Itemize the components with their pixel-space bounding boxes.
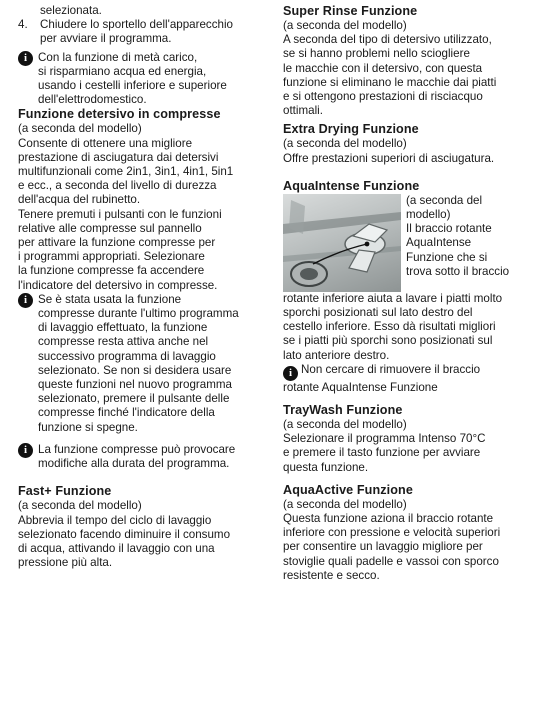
text-line: compresse resta attiva anche nel	[38, 335, 209, 349]
section-title-aquaintense: AquaIntense Funzione	[283, 178, 420, 193]
text-line: modello)	[406, 208, 451, 222]
text-line: per avviare il programma.	[40, 32, 172, 46]
text-line: di lavaggio effettuato, la funzione	[38, 321, 208, 335]
text-line: e ecc., a seconda del livello di durezza	[18, 179, 217, 193]
text-line: La funzione compresse può provocare	[38, 442, 236, 456]
text-line: Con la funzione di metà carico,	[38, 50, 198, 64]
half-load-note	[18, 51, 268, 108]
text-line: (a seconda del	[406, 193, 483, 207]
section-title-traywash: TrayWash Funzione	[283, 403, 403, 418]
text-line: stoviglie quali padelle e vassoi con sporco	[283, 554, 499, 568]
section-title-extra-drying: Extra Drying Funzione	[283, 122, 419, 137]
model-note: (a seconda del modello)	[283, 19, 407, 32]
text-line: Se è stata usata la funzione	[38, 292, 182, 306]
text-line: per consentire un lavaggio migliore per	[283, 540, 483, 554]
text-line: Offre prestazioni superiori di asciugatura.	[283, 151, 495, 165]
text-line: rotante inferiore aiuta a lavare i piatti molto	[283, 291, 503, 305]
text-line: compresse finché l'indicatore della	[38, 406, 215, 420]
text-line: i programmi appropriati. Selezionare	[18, 250, 205, 264]
section-title-super-rinse: Super Rinse Funzione	[283, 4, 418, 18]
section-title-aquaactive: AquaActive Funzione	[283, 482, 413, 497]
info-icon: i	[283, 366, 298, 381]
text-line: se si hanno problemi nello sciogliere	[283, 47, 470, 61]
text-line: dell'elettrodomestico.	[38, 93, 147, 107]
text-line: le macchie con il detersivo, con questa	[283, 61, 483, 75]
text-line: Non cercare di rimuovere il braccio	[301, 362, 481, 376]
spray-arm-illustration	[283, 194, 401, 292]
text-line: se i piatti più sporchi sono posizionati sul	[283, 334, 493, 348]
text-line: Abbrevia il tempo del ciclo di lavaggio	[18, 513, 212, 527]
text-line: selezionato, premere il pulsante delle	[38, 392, 230, 406]
text-line: resistente e secco.	[283, 568, 380, 582]
text-line: AquaIntense	[406, 236, 472, 250]
text-line: inferiore con pressione e velocità superiori	[283, 526, 501, 540]
text-line: selezionato facendo diminuire il consumo	[18, 527, 231, 541]
text-line: A seconda del tipo di detersivo utilizzato,	[283, 33, 492, 47]
text-line: Selezionare il programma Intenso 70°C	[283, 432, 486, 446]
text-line: funzione si eliminano le macchie dai piatti	[283, 75, 497, 89]
text-line: selezionato. Se non si desidera usare	[38, 363, 232, 377]
text-line: Il braccio rotante	[406, 222, 492, 236]
text-line: multifunzionali come 2in1, 3in1, 4in1, 5in1	[18, 165, 234, 179]
text-line: successivo programma di lavaggio	[38, 349, 216, 363]
info-icon: i	[18, 293, 33, 308]
text-line: sporchi posizionati sul lato destro del	[283, 306, 473, 320]
section-title-tablet: Funzione detersivo in compresse	[18, 107, 221, 122]
text-line: compresse durante l'ultimo programma	[38, 307, 239, 321]
text-line: l'indicatore del detersivo in compresse.	[18, 278, 218, 292]
text-line: queste funzioni nel nuovo programma	[38, 378, 232, 392]
text-line: Funzione che si	[406, 250, 488, 264]
text-line: funzione si spegne.	[38, 420, 138, 434]
text-line: la funzione compresse fa accendere	[18, 264, 205, 278]
text-line: modifiche alla durata del programma.	[38, 457, 230, 471]
text-line: selezionata.	[40, 4, 102, 17]
right-column	[283, 4, 535, 583]
text-line: relative alle compresse sul pannello	[18, 221, 202, 235]
text-line: prestazione di asciugatura dai detersivi	[18, 150, 219, 164]
section-title-fast: Fast+ Funzione	[18, 484, 112, 499]
text-line: dell'acqua del rubinetto.	[18, 193, 141, 207]
info-icon: i	[18, 51, 33, 66]
aquaintense-note	[283, 363, 535, 381]
model-note: (a seconda del modello)	[18, 122, 142, 136]
model-note: (a seconda del modello)	[283, 137, 407, 151]
tablet-note-1	[18, 293, 268, 435]
model-note: (a seconda del modello)	[283, 418, 407, 432]
text-line: cestello inferiore. Esso dà risultati migliori	[283, 320, 496, 334]
model-note: (a seconda del modello)	[283, 497, 407, 511]
text-line: e premere il tasto funzione per avviare	[283, 446, 481, 460]
text-line: Questa funzione aziona il braccio rotante	[283, 512, 494, 526]
text-line: e si ottengono prestazioni di risciacquo	[283, 90, 483, 104]
tablet-note-2	[18, 443, 268, 471]
info-icon: i	[18, 443, 33, 458]
text-line: trova sotto il braccio	[406, 264, 510, 278]
text-line: ottimali.	[283, 104, 323, 118]
left-column	[18, 4, 268, 570]
step-4	[18, 18, 268, 46]
aquaintense-figure-text	[406, 194, 535, 279]
text-line: Tenere premuti i pulsanti con le funzioni	[18, 207, 222, 221]
text-line: usando i cestelli inferiore e superiore	[38, 79, 227, 93]
text-line: pressione più alta.	[18, 556, 113, 570]
text-line: di acqua, attivando il lavaggio con una	[18, 541, 215, 555]
text-line: Consente di ottenere una migliore	[18, 136, 193, 150]
text-line: per attivare la funzione compresse per	[18, 236, 216, 250]
step-number: 4.	[18, 18, 28, 32]
aquaintense-figure	[283, 194, 535, 292]
spray-arm-photo	[283, 194, 401, 292]
text-line: questa funzione.	[283, 460, 369, 474]
text-line: si risparmiano acqua ed energia,	[38, 64, 207, 78]
text-line: Chiudere lo sportello dell'apparecchio	[40, 18, 233, 32]
text-line: lato anteriore destro.	[283, 348, 390, 362]
model-note: (a seconda del modello)	[18, 499, 142, 513]
text-line: rotante AquaIntense Funzione	[283, 380, 438, 394]
